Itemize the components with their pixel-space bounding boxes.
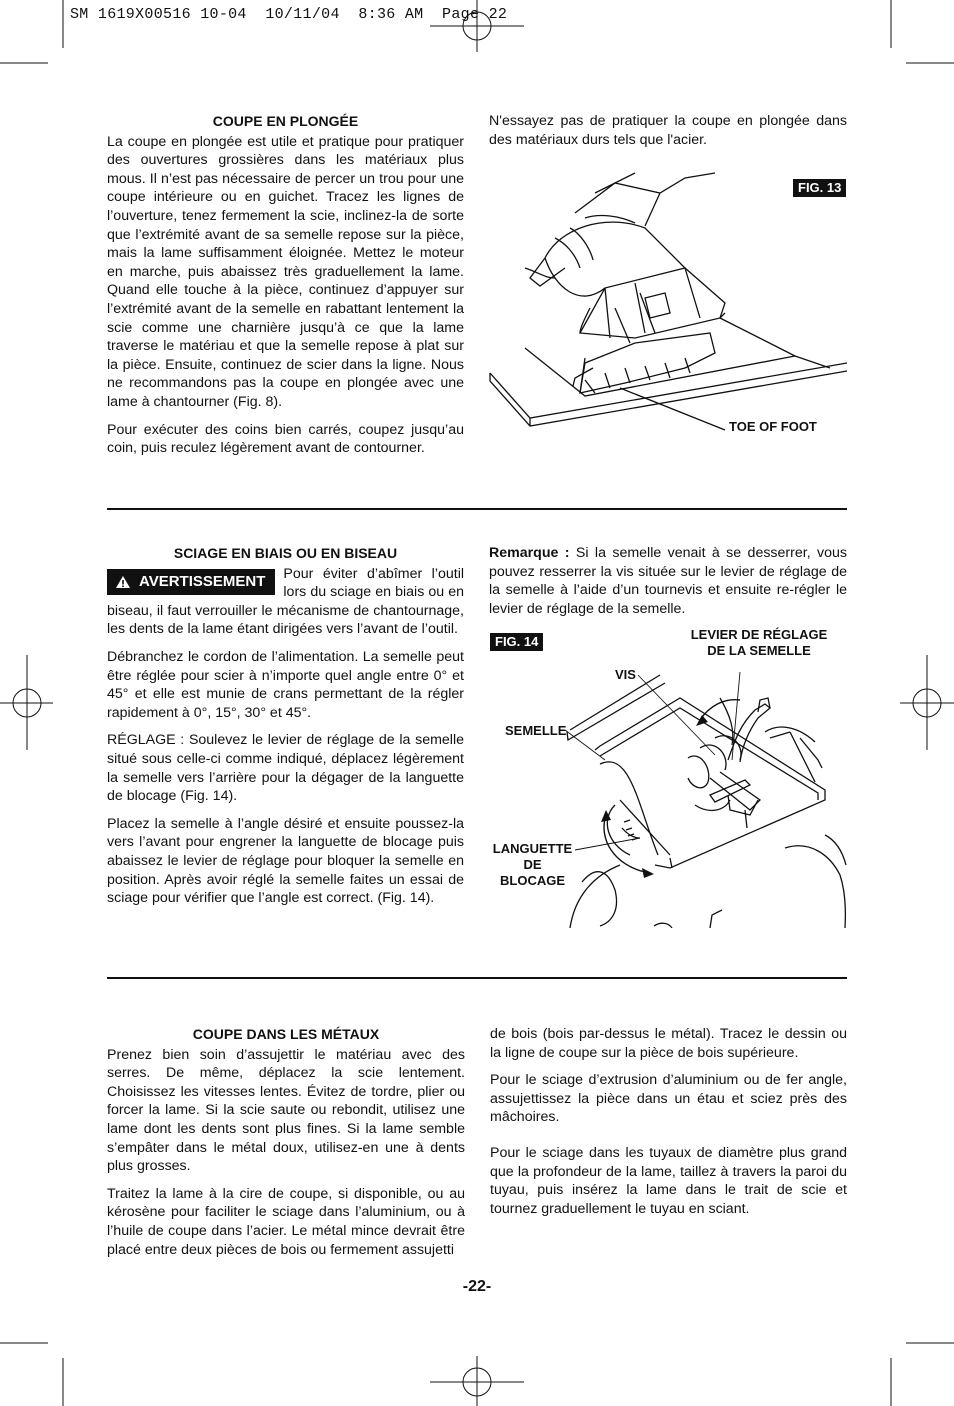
remark-text: Si la semelle venait à se desserrer, vous pouvez resserrer la vis située sur le levier de réglage de la semelle à l’aide d’un tournevis et ensuite re-régler le levier de réglage de la semelle. [489,545,848,617]
section-divider-2 [107,977,847,979]
plunge-cut-note: N'essayez pas de pratiquer la coupe en plongée dans des matériaux durs tels que l'acier. [489,113,847,148]
bevel-cut-paragraph-3: RÉGLAGE : Soulevez le levier de réglage de la semelle situé sous celle-ci comme indiqué, déplacez légèrement la semelle vers l’arrière pour la dégager de la languette de blocage (Fig. 14). [107,732,464,805]
metal-cut-heading: COUPE DANS LES MÉTAUX [192,1026,380,1042]
adjustment-lever-label-line-1: LEVIER DE RÉGLAGE [690,627,828,642]
bevel-cut-right-column [489,544,847,627]
locking-tab-label-line-1: LANGUETTE [492,841,573,856]
metal-cut-paragraph-3: de bois (bois par-dessus le métal). Tracez le dessin ou la ligne de coupe sur la pièce de bois supérieure. [490,1026,847,1061]
adjustment-lever-label-line-2: DE LA SEMELLE [707,643,811,658]
fig-14-illustration [560,660,847,928]
print-slug: SM 1619X00516 10-04 10/11/04 8:36 AM Page 22 [70,6,508,23]
bevel-cut-left-column [107,544,464,917]
bevel-cut-paragraph-4: Placez la semelle à l’angle désiré et ensuite poussez-la vers l’avant pour engrener la languette de blocage puis abaissez le levier de réglage pour bloquer la semelle en position. Après avoir réglé la semelle faites un essai de sciage pour vérifier que l’angle est correct. (Fig. 14). [107,815,464,907]
warning-triangle-icon [115,575,131,589]
toe-of-foot-label: TOE OF FOOT [729,419,817,434]
foot-label: SEMELLE [505,723,567,738]
fig-13-tag: FIG. 13 [793,179,846,197]
fig-13-illustration [485,168,847,438]
adjustment-lever-label [680,627,838,659]
metal-cut-paragraph-1: Prenez bien soin d’assujettir le matériau avec des serres. De même, déplacez la scie lentement. Choisissez les vitesses lentes. Évitez de tordre, plier ou forcer la lame. Si la scie saute ou rebondit, utilisez une lame dont les dents sont plus fines. Si la lame semble s’empâter dans le métal doux, utilisez-en une à dents plus grosses. [107,1046,465,1175]
bevel-cut-paragraph-2: Débranchez le cordon de l’alimentation. La semelle peut être réglée pour scier à n’importe quel angle entre 0° et 45° et elle est munie de crans permettant de la régler rapidement à 0°, 15°, 30° et 45°. [107,648,464,721]
metal-cut-left-column [107,1025,465,1268]
metal-cut-right-column [490,1025,847,1227]
metal-cut-paragraph-4: Pour le sciage d’extrusion d’aluminium ou de fer angle, assujettissez la pièce dans un étau et sciez près des mâchoires. [490,1072,847,1126]
bevel-cut-heading: SCIAGE EN BIAIS OU EN BISEAU [173,545,398,561]
bevel-cut-remark [489,544,847,618]
warning-label: AVERTISSEMENT [139,572,266,590]
plunge-cut-paragraph-1: La coupe en plongée est utile et pratique pour pratiquer des ouvertures grossières dans les matériaux plus mous. Il n’est pas nécessaire de percer un trou pour une coupe intérieure ou en guichet. Tracez les lignes de l’ouverture, tenez fermement la scie, inclinez-la de sorte que l’extrémité avant de sa semelle repose sur la pièce, mais la lame suffisamment éloignée. Mettez le moteur en marche, puis abaissez très graduellement la lame. Quand elle touche à la pièce, continuez d’appuyer sur l’extrémité avant de la semelle en rabattant lentement la scie comme une charnière jusqu’à ce que la lame traverse le matériau et que la semelle repose à plat sur la pièce. Ensuite, continuez de scier dans la ligne. Nous ne recommandons pas la coupe en plongée avec une lame à chantourner (Fig. 8). [107,133,464,410]
bevel-cut-paragraph-1 [107,565,464,639]
warning-badge [107,569,275,595]
locking-tab-label-line-2: DE BLOCAGE [500,857,565,888]
metal-cut-paragraph-2: Traitez la lame à la cire de coupe, si disponible, ou au kérosène pour faciliter le sciage dans l’aluminium, ou à l’huile de coupe dans l’acier. Le métal mince devrait être placé entre deux pièces de bois ou fermement assujetti [107,1185,465,1258]
metal-cut-paragraph-5: Pour le sciage dans les tuyaux de diamètre plus grand que la profondeur de la lame, taillez à travers la paroi du tuyau, puis insérez la lame dans le trait de scie et tournez graduellement le tuyau en sciant. [490,1144,847,1217]
page-number: -22- [462,1278,492,1295]
bevel-cut-warning-text: Pour éviter d’abîmer l’outil lors du sciage en biais ou en biseau, il faut verrouiller le mécanisme de chantournage, les dents de la lame étant dirigées vers l’avant de l’outil. [107,565,464,638]
remark-label: Remarque : [489,545,570,561]
plunge-cut-left-column [107,112,464,467]
fig-14-tag: FIG. 14 [490,633,543,651]
section-divider-1 [107,508,847,510]
plunge-cut-heading: COUPE EN PLONGÉE [212,113,359,129]
plunge-cut-paragraph-2: Pour exécuter des coins bien carrés, coupez jusqu’au coin, puis reculez légèrement avant de contourner. [107,421,464,457]
screw-label: VIS [615,667,636,682]
plunge-cut-right-column [489,112,847,158]
